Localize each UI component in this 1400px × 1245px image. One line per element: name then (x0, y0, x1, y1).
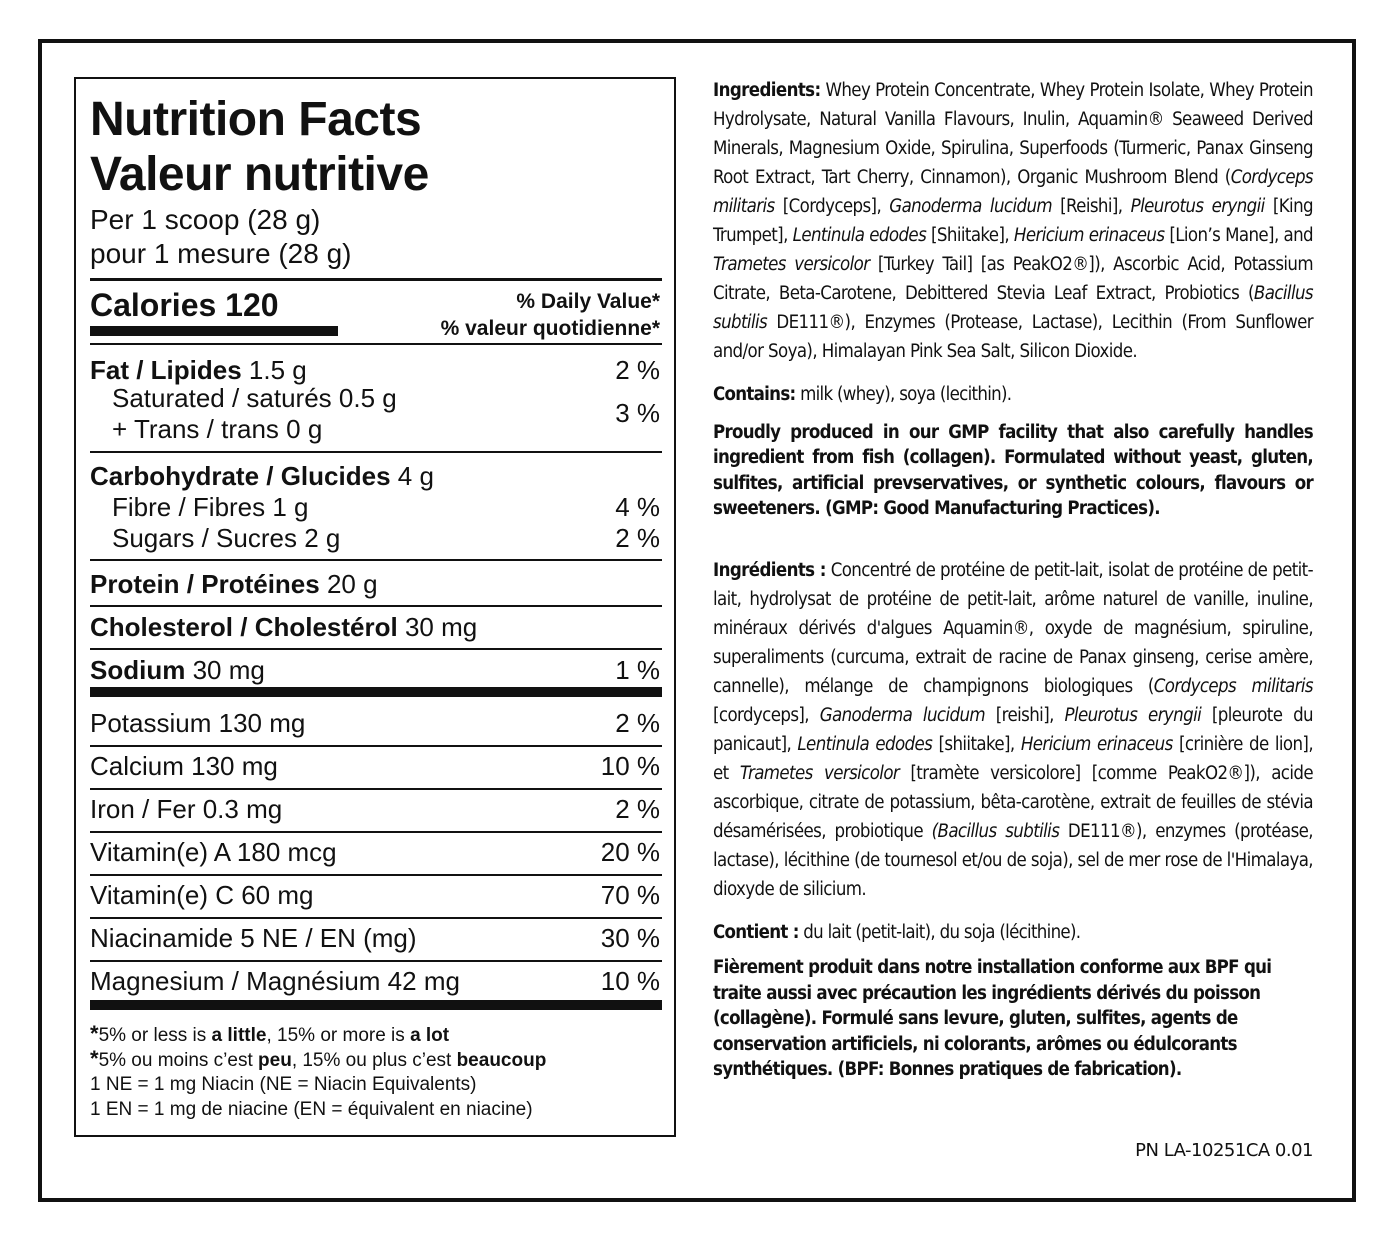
row-saturated-pct (90, 398, 660, 428)
footnote-en (90, 1021, 660, 1048)
latin-name: Ganoderma lucidum (819, 704, 986, 726)
calories: Calories 120 (90, 287, 279, 323)
row-vitamin-c (90, 880, 660, 910)
text: DE111®), enzymes (protéase, lactase), lécithine (de tournesol et/ou de soja), sel de mer rose de l'Himalaya, dioxyde de silicium. (713, 820, 1313, 900)
row-iron (90, 794, 660, 824)
rule-thin (90, 605, 662, 607)
row-calcium (90, 751, 660, 781)
text: [Turkey Tail] [as PeakO2®]), Ascorbic Acid, Potassium Citrate, Beta-Carotene, Debittered Stevia Leaf Extract, Probiotics ( (713, 254, 1313, 304)
produced-label: Fièrement produit (713, 957, 873, 978)
contains-label: Contient : (713, 921, 799, 943)
text: [Lion’s Mane], and (1164, 225, 1314, 246)
nutrient-pct: 4 % (615, 492, 660, 522)
text: [tramète versicolore] [comme PeakO2®]), acide ascorbique, citrate de potassium, bêta-carotène, extrait de feuilles de stévia désamérisées, probiotique (713, 762, 1313, 842)
nutrient-label: Magnesium / Magnésium 42 mg (90, 966, 460, 996)
nf-title-en: Nutrition Facts (90, 93, 422, 146)
rule-thick (90, 687, 662, 697)
latin-name: Cordyceps militaris (713, 167, 1313, 217)
nutrient-pct: 10 % (600, 751, 660, 781)
serving-size-en: Per 1 scoop (28 g) (90, 204, 321, 235)
latin-name: Hericium erinaceus (1020, 733, 1173, 755)
footnote-bold: peu (258, 1050, 292, 1071)
text: [Shiitake], (926, 225, 1014, 246)
row-magnesium (90, 966, 660, 996)
footnote-text: , 15% ou plus c’est (291, 1050, 457, 1071)
footnote-niacin-fr: 1 EN = 1 mg de niacine (EN = équivalent en niacine) (90, 1099, 533, 1120)
latin-name: Pleurotus eryngii (1064, 704, 1202, 726)
dv-en: % Daily Value* (516, 290, 660, 313)
nutrient-pct: 2 % (615, 794, 660, 824)
text: [reishi], (985, 704, 1065, 726)
rule-thin (90, 831, 662, 833)
nutrient-amount: 4 g (397, 461, 434, 491)
nutrient-label: Sodium (90, 655, 186, 685)
text: [shiitake], (932, 733, 1021, 755)
rule-thin (90, 278, 662, 281)
text: [pleurote du panicaut], (713, 704, 1313, 755)
dv-fr: % valeur quotidienne* (440, 317, 660, 340)
row-sodium (90, 655, 660, 685)
nutrient-label: Carbohydrate / Glucides (90, 461, 391, 491)
nutrient-label: + Trans / trans 0 g (112, 414, 323, 444)
rule-thin (90, 343, 662, 345)
ingredients-label: Ingrédients : (713, 559, 826, 581)
nutrient-pct: 2 % (615, 708, 660, 738)
nutrition-facts-table (74, 77, 676, 1137)
nutrient-label: Potassium 130 mg (90, 708, 306, 738)
nutrient-pct: 30 % (600, 923, 660, 953)
part-number: PN LA-10251CA 0.01 (1135, 1140, 1313, 1161)
rule-thin (90, 745, 662, 747)
nutrient-amount: 30 mg (404, 612, 478, 642)
nutrient-label: Niacinamide 5 NE / EN (mg) (90, 923, 417, 953)
latin-name: Cordyceps militaris (1153, 675, 1313, 697)
row-niacinamide (90, 923, 660, 953)
nutrient-label: Sugars / Sucres 2 g (112, 523, 341, 553)
daily-value-header (90, 288, 660, 342)
asterisk: * (90, 1021, 99, 1046)
nutrient-pct: 1 % (615, 655, 660, 685)
nutrient-pct: 20 % (600, 837, 660, 867)
produced-fr (713, 955, 1313, 1083)
contains-label: Contains: (713, 384, 796, 405)
ingredients-fr (713, 556, 1313, 904)
rule-thin (90, 874, 662, 876)
text: du lait (petit-lait), du soja (lécithine). (798, 921, 1081, 943)
footnote-text: 5% or less is (98, 1025, 212, 1046)
produced-en (713, 420, 1313, 522)
nutrient-label: Saturated / saturés 0.5 g (112, 383, 397, 413)
footnote-bold: a little (211, 1025, 267, 1046)
nutrient-label: Fibre / Fibres 1 g (112, 492, 309, 522)
rule-thin (90, 788, 662, 790)
latin-name: Bacillus subtilis (713, 283, 1313, 333)
row-carbohydrate (90, 461, 660, 491)
latin-name: Lentinula edodes (792, 225, 927, 246)
row-fat (90, 355, 660, 385)
latin-name: Hericium erinaceus (1013, 225, 1165, 246)
row-sugars (90, 523, 660, 553)
ingredients-en (713, 76, 1313, 366)
footnote-text: , 15% or more is (266, 1025, 411, 1046)
contains-en (713, 382, 1313, 408)
nutrient-label: Vitamin(e) A 180 mcg (90, 837, 337, 867)
text: dans notre installation conforme aux BPF qui traite aussi avec précaution les ingrédients dérivés du poisson (collagène). Formulé sans levure, gluten, sulfites, agents de conservation artificiels, ni colorants, arômes ou édulcorants synthétiques. (BPF: Bonnes pratiques de fabrication). (713, 957, 1272, 1080)
latin-name: Pleurotus eryngii (1130, 196, 1265, 217)
nutrient-pct: 2 % (615, 523, 660, 553)
nutrient-pct: 10 % (600, 966, 660, 996)
ingredients-label: Ingredients: (713, 80, 821, 101)
nutrient-pct: 2 % (615, 355, 660, 385)
nutrient-amount: 20 g (326, 569, 378, 599)
serving-size-fr: pour 1 mesure (28 g) (90, 238, 352, 269)
nutrient-amount: 30 mg (192, 655, 265, 685)
nutrient-label: Iron / Fer 0.3 mg (90, 794, 283, 824)
text: [Reishi], (1052, 196, 1131, 217)
row-protein (90, 569, 660, 599)
latin-name: Trametes versicolor (739, 762, 900, 784)
latin-name: Ganoderma lucidum (889, 196, 1053, 217)
footnote-bold: beaucoup (456, 1050, 547, 1071)
text: [crinière de lion], et (713, 733, 1314, 784)
row-vitamin-a (90, 837, 660, 867)
nutrient-label: Protein / Protéines (90, 569, 320, 599)
nutrient-amount: 1.5 g (248, 355, 307, 385)
ingredients-column (713, 76, 1313, 1083)
nf-title-fr: Valeur nutritive (90, 148, 429, 201)
rule-thick (90, 1000, 662, 1010)
nutrient-label: Cholesterol / Cholestérol (90, 612, 398, 642)
text: Whey Protein Concentrate, Whey Protein Isolate, Whey Protein Hydrolysate, Natural Vanilla Flavours, Inulin, Aquamin® Seaweed Derived Minerals, Magnesium Oxide, Spirulina, Superfoods (Turmeric, Panax Ginseng Root Extract, Tart Cherry, Cinnamon), Organic Mushroom Blend ( (713, 80, 1313, 188)
nutrient-pct: 70 % (600, 880, 660, 910)
text: in our GMP facility that also carefully handles ingredient from fish (collagen). Formulated without yeast, gluten, sulfites, artificial prevservatives, or synthetic colours, flavours or sweeteners. (GMP: Good Manufacturing Practices). (713, 421, 1313, 519)
row-cholesterol (90, 612, 660, 642)
text: Concentré de protéine de petit-lait, isolat de protéine de petit-lait, hydrolysat de protéine de petit-lait, arôme naturel de vanille, inuline, minéraux dérivés d'algues Aquamin®, oxyde de magnésium, spiruline, superaliments (curcuma, extrait de racine de Panax ginseng, cerise amère, cannelle), mélange de champignons biologiques ( (713, 559, 1314, 697)
footnote-fr (90, 1046, 660, 1073)
asterisk: * (90, 1046, 99, 1071)
rule-thin (90, 559, 662, 561)
footnote-niacin-en: 1 NE = 1 mg Niacin (NE = Niacin Equivalents) (90, 1074, 477, 1095)
latin-name: (Bacillus subtilis (931, 820, 1060, 842)
contains-fr (713, 920, 1313, 946)
nutrient-pct: 3 % (615, 398, 660, 428)
produced-label: Proudly produced (713, 421, 873, 443)
rule-thin (90, 451, 662, 453)
text: milk (whey), soya (lecithin). (795, 384, 1012, 405)
rule-thin (90, 917, 662, 919)
row-fibre (90, 492, 660, 522)
text: DE111®), Enzymes (Protease, Lactase), Lecithin (From Sunflower and/or Soya), Himalayan Pink Sea Salt, Silicon Dioxide. (713, 312, 1313, 362)
text: [Cordyceps], (774, 196, 890, 217)
footnote-text: 5% ou moins c’est (98, 1050, 259, 1071)
text: [King Trumpet], (713, 196, 1313, 246)
nutrient-label: Fat / Lipides (90, 355, 242, 385)
row-potassium (90, 708, 660, 738)
rule-thin (90, 960, 662, 962)
rule-thin (90, 648, 662, 650)
latin-name: Trametes versicolor (713, 254, 870, 275)
footnote-bold: a lot (410, 1025, 450, 1046)
latin-name: Lentinula edodes (797, 733, 933, 755)
text: [cordyceps], (713, 704, 820, 726)
nutrient-label: Calcium 130 mg (90, 751, 278, 781)
nutrient-label: Vitamin(e) C 60 mg (90, 880, 314, 910)
